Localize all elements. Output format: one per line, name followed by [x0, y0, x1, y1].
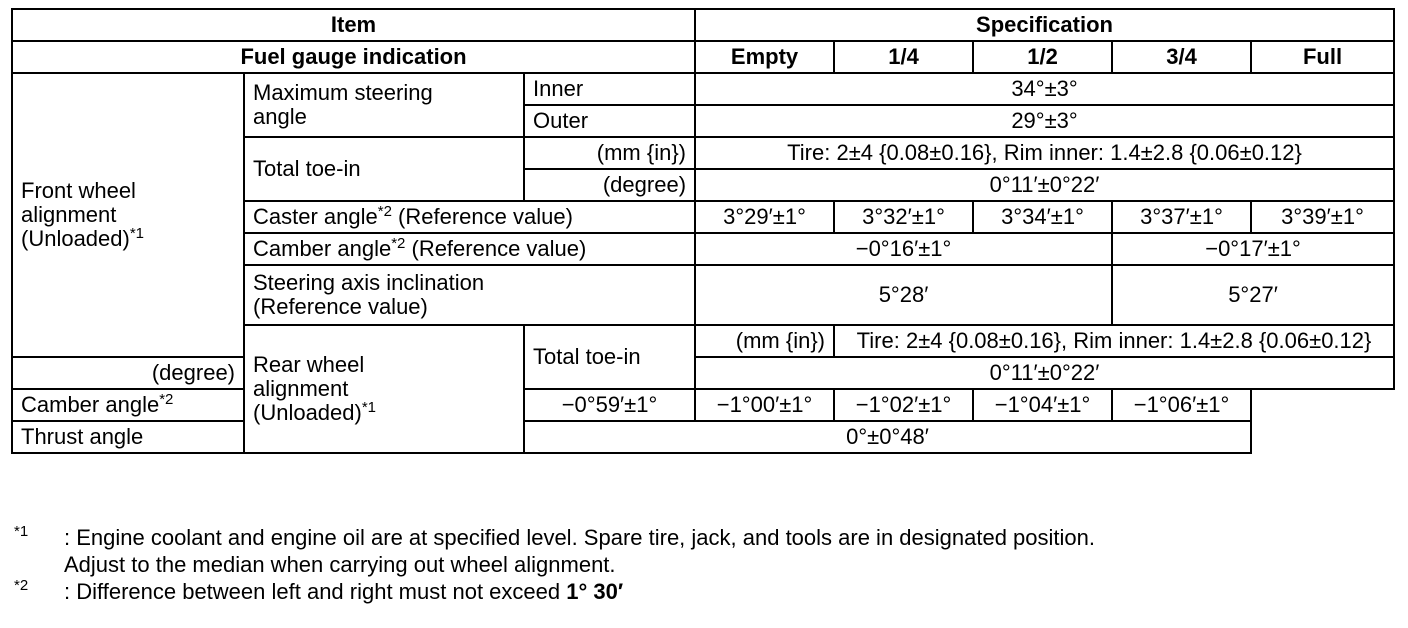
max-steering-text: Maximum steering angle: [253, 80, 433, 129]
front-camber-value-a: −0°16′±1°: [695, 233, 1112, 265]
rear-camber-value-empty: −0°59′±1°: [524, 389, 695, 421]
caster-value-quarter: 3°32′±1°: [834, 201, 973, 233]
footnote-1-text: : Engine coolant and engine oil are at specified level. Spare tire, jack, and tools are in designated position. Adjust to the median when carrying out wheel alignment.: [64, 525, 1095, 577]
footnote-1-mark: *1: [14, 523, 29, 540]
max-steering-label: [244, 73, 524, 137]
rear-toe-deg-row: [12, 357, 1394, 389]
inner-label: Inner: [524, 73, 695, 105]
footnotes: [14, 524, 1095, 605]
rear-toe-deg-unit: (degree): [12, 357, 244, 389]
caster-label-suffix: (Reference value): [391, 204, 573, 229]
front-toe-deg-unit: (degree): [524, 169, 695, 201]
level-three-quarter-header: 3/4: [1112, 41, 1251, 73]
level-half-header: 1/2: [973, 41, 1112, 73]
sai-label-text: Steering axis inclination (Reference value): [253, 270, 485, 319]
item-header: Item: [12, 9, 695, 41]
thrust-row: [12, 421, 1394, 453]
front-toe-mm-value: Tire: 2±4 {0.08±0.16}, Rim inner: 1.4±2.8 {0.06±0.12}: [695, 137, 1394, 169]
caster-value-three-quarter: 3°37′±1°: [1112, 201, 1251, 233]
inner-value: 34°±3°: [695, 73, 1394, 105]
header-row-fuel: [12, 41, 1394, 73]
sai-value-b: 5°27′: [1112, 265, 1394, 325]
front-camber-label-text: Camber angle: [253, 236, 392, 261]
footnote-2-text: : Difference between left and right must not exceed: [64, 579, 567, 604]
caster-label-text: Caster angle: [253, 204, 378, 229]
rear-toe-mm-unit: (mm {in}): [695, 325, 834, 357]
thrust-value: 0°±0°48′: [524, 421, 1251, 453]
caster-value-full: 3°39′±1°: [1251, 201, 1394, 233]
front-toe-label: Total toe-in: [244, 137, 524, 201]
front-group-footnote-mark: *1: [129, 225, 145, 242]
footnote-2-body: [64, 578, 623, 605]
rear-camber-value-full: −1°06′±1°: [1112, 389, 1251, 421]
sai-label: [244, 265, 695, 325]
rear-toe-mm-value: Tire: 2±4 {0.08±0.16}, Rim inner: 1.4±2.8 {0.06±0.12}: [834, 325, 1394, 357]
front-toe-deg-value: 0°11′±0°22′: [695, 169, 1394, 201]
rear-camber-value-three-quarter: −1°04′±1°: [973, 389, 1112, 421]
level-full-header: Full: [1251, 41, 1394, 73]
rear-toe-label: Total toe-in: [524, 325, 695, 389]
front-group-label: [12, 73, 244, 357]
level-empty-header: Empty: [695, 41, 834, 73]
rear-camber-value-quarter: −1°00′±1°: [695, 389, 834, 421]
caster-label: [244, 201, 695, 233]
specification-header: Specification: [695, 9, 1394, 41]
front-toe-mm-unit: (mm {in}): [524, 137, 695, 169]
rear-toe-deg-value: 0°11′±0°22′: [695, 357, 1394, 389]
front-camber-footnote-mark: *2: [391, 235, 406, 252]
caster-footnote-mark: *2: [377, 203, 392, 220]
rear-camber-row: [12, 389, 1394, 421]
footnote-2-limit: 1° 30′: [566, 579, 624, 604]
caster-value-empty: 3°29′±1°: [695, 201, 834, 233]
footnote-2-mark: *2: [14, 577, 29, 594]
rear-camber-footnote-mark: *2: [159, 391, 174, 408]
rear-group-footnote-mark: *1: [361, 399, 377, 416]
front-camber-label-suffix: (Reference value): [405, 236, 587, 261]
fuel-gauge-header: Fuel gauge indication: [12, 41, 695, 73]
level-quarter-header: 1/4: [834, 41, 973, 73]
rear-group-text: Rear wheel alignment (Unloaded): [253, 352, 365, 425]
rear-camber-label-text: Camber angle: [21, 392, 160, 417]
header-row-item: [12, 9, 1394, 41]
footnote-1: [14, 524, 1095, 578]
caster-value-half: 3°34′±1°: [973, 201, 1112, 233]
wheel-alignment-spec-table: [11, 8, 1395, 454]
sai-value-a: 5°28′: [695, 265, 1112, 325]
front-camber-value-b: −0°17′±1°: [1112, 233, 1394, 265]
front-group-text: Front wheel alignment (Unloaded): [21, 178, 136, 251]
outer-value: 29°±3°: [695, 105, 1394, 137]
rear-camber-value-half: −1°02′±1°: [834, 389, 973, 421]
outer-label: Outer: [524, 105, 695, 137]
thrust-label: Thrust angle: [12, 421, 524, 453]
footnote-2: [14, 578, 1095, 605]
front-camber-label: [244, 233, 695, 265]
front-inner-row: [12, 73, 1394, 105]
